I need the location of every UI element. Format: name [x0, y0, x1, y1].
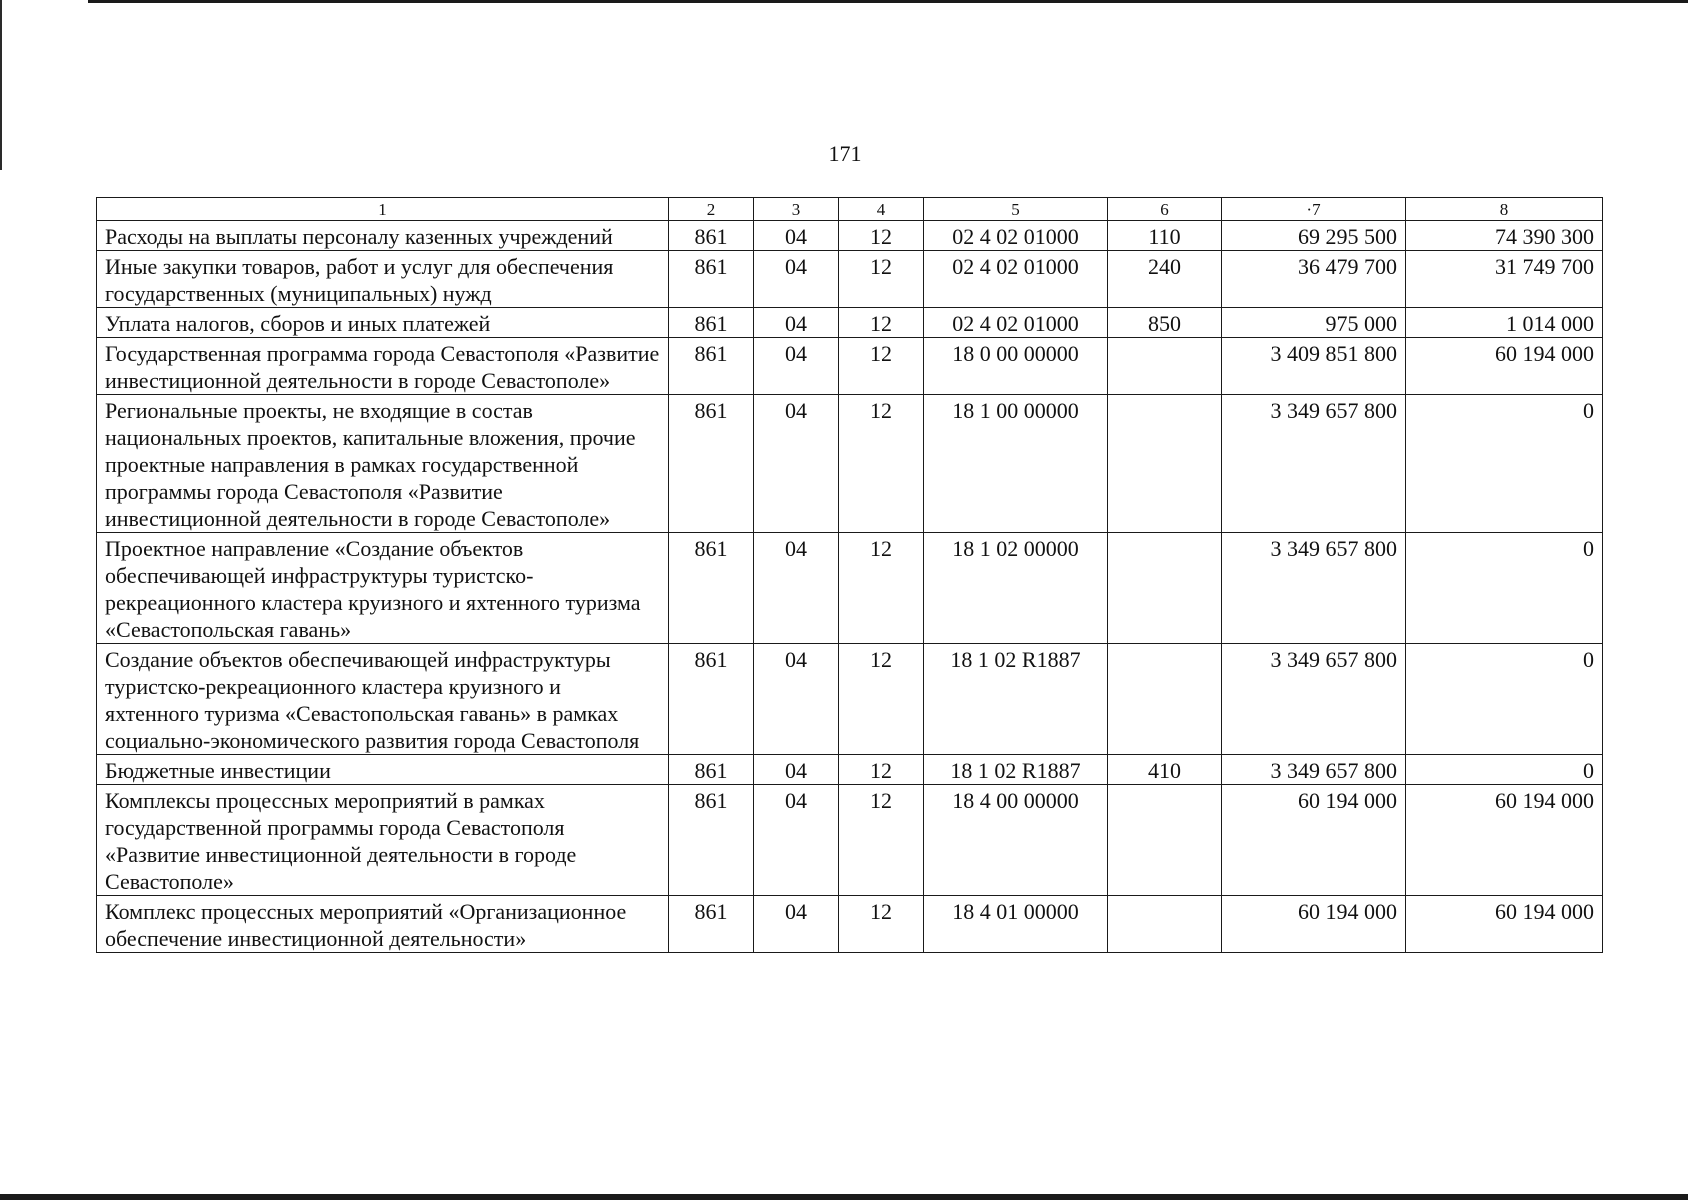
section-code: 04 [754, 755, 839, 785]
expense-type-code: 240 [1108, 251, 1222, 308]
row-name: Уплата налогов, сборов и иных платежей [97, 308, 669, 338]
subsection-code: 12 [839, 533, 924, 644]
target-article-code: 02 4 02 01000 [924, 251, 1108, 308]
scan-border-top [88, 0, 1688, 3]
ministry-code: 861 [669, 644, 754, 755]
column-header: 3 [754, 198, 839, 221]
target-article-code: 18 1 02 R1887 [924, 755, 1108, 785]
column-header: 2 [669, 198, 754, 221]
table-row [97, 896, 1603, 953]
ministry-code: 861 [669, 755, 754, 785]
expense-type-code [1108, 338, 1222, 395]
target-article-code: 18 1 02 R1887 [924, 644, 1108, 755]
column-header: 1 [97, 198, 669, 221]
amount-column-8: 31 749 700 [1406, 251, 1603, 308]
target-article-code: 18 1 02 00000 [924, 533, 1108, 644]
amount-column-7: 3 349 657 800 [1222, 755, 1406, 785]
section-code: 04 [754, 533, 839, 644]
table-row [97, 395, 1603, 533]
column-header: 6 [1108, 198, 1222, 221]
target-article-code: 02 4 02 01000 [924, 308, 1108, 338]
subsection-code: 12 [839, 221, 924, 251]
expense-type-code [1108, 785, 1222, 896]
section-code: 04 [754, 221, 839, 251]
column-header: 4 [839, 198, 924, 221]
budget-table [96, 197, 1603, 953]
table-row [97, 338, 1603, 395]
scan-border-bottom [0, 1194, 1688, 1200]
amount-column-8: 0 [1406, 644, 1603, 755]
table-row [97, 308, 1603, 338]
expense-type-code [1108, 896, 1222, 953]
expense-type-code [1108, 533, 1222, 644]
section-code: 04 [754, 644, 839, 755]
subsection-code: 12 [839, 755, 924, 785]
scan-border-left [0, 0, 2, 170]
expense-type-code [1108, 644, 1222, 755]
row-name: Региональные проекты, не входящие в состав национальных проектов, капитальные вложения, прочие проектные направления в рамках государственной программы города Севастополя «Развитие инвестиционной деятельности в городе Севастополе» [97, 395, 669, 533]
row-name: Государственная программа города Севастополя «Развитие инвестиционной деятельности в городе Севастополе» [97, 338, 669, 395]
row-name: Комплексы процессных мероприятий в рамках государственной программы города Севастополя «Развитие инвестиционной деятельности в городе Севастополе» [97, 785, 669, 896]
expense-type-code: 110 [1108, 221, 1222, 251]
amount-column-7: 3 349 657 800 [1222, 644, 1406, 755]
table-row [97, 644, 1603, 755]
amount-column-8: 60 194 000 [1406, 338, 1603, 395]
amount-column-7: 36 479 700 [1222, 251, 1406, 308]
target-article-code: 02 4 02 01000 [924, 221, 1108, 251]
amount-column-8: 0 [1406, 755, 1603, 785]
subsection-code: 12 [839, 308, 924, 338]
amount-column-8: 0 [1406, 533, 1603, 644]
row-name: Проектное направление «Создание объектов обеспечивающей инфраструктуры туристско-рекреационного кластера круизного и яхтенного туризма «Севастопольская гавань» [97, 533, 669, 644]
table-header-row [97, 198, 1603, 221]
subsection-code: 12 [839, 644, 924, 755]
table-row [97, 221, 1603, 251]
ministry-code: 861 [669, 251, 754, 308]
ministry-code: 861 [669, 896, 754, 953]
column-header: 8 [1406, 198, 1603, 221]
amount-column-7: 69 295 500 [1222, 221, 1406, 251]
ministry-code: 861 [669, 221, 754, 251]
section-code: 04 [754, 308, 839, 338]
row-name: Расходы на выплаты персоналу казенных учреждений [97, 221, 669, 251]
subsection-code: 12 [839, 896, 924, 953]
target-article-code: 18 1 00 00000 [924, 395, 1108, 533]
table-row [97, 785, 1603, 896]
table-row [97, 533, 1603, 644]
section-code: 04 [754, 896, 839, 953]
amount-column-8: 60 194 000 [1406, 896, 1603, 953]
amount-column-8: 74 390 300 [1406, 221, 1603, 251]
ministry-code: 861 [669, 395, 754, 533]
amount-column-7: 60 194 000 [1222, 896, 1406, 953]
row-name: Иные закупки товаров, работ и услуг для обеспечения государственных (муниципальных) нужд [97, 251, 669, 308]
amount-column-8: 1 014 000 [1406, 308, 1603, 338]
amount-column-7: 3 349 657 800 [1222, 395, 1406, 533]
subsection-code: 12 [839, 338, 924, 395]
expense-type-code: 410 [1108, 755, 1222, 785]
ministry-code: 861 [669, 785, 754, 896]
row-name: Комплекс процессных мероприятий «Организационное обеспечение инвестиционной деятельности» [97, 896, 669, 953]
ministry-code: 861 [669, 533, 754, 644]
table-row [97, 755, 1603, 785]
amount-column-7: 975 000 [1222, 308, 1406, 338]
subsection-code: 12 [839, 785, 924, 896]
amount-column-7: 3 349 657 800 [1222, 533, 1406, 644]
row-name: Создание объектов обеспечивающей инфраструктуры туристско-рекреационного кластера круизного и яхтенного туризма «Севастопольская гавань» в рамках социально-экономического развития города Севастополя [97, 644, 669, 755]
ministry-code: 861 [669, 308, 754, 338]
ministry-code: 861 [669, 338, 754, 395]
expense-type-code: 850 [1108, 308, 1222, 338]
section-code: 04 [754, 785, 839, 896]
column-header: 5 [924, 198, 1108, 221]
amount-column-7: 60 194 000 [1222, 785, 1406, 896]
amount-column-8: 0 [1406, 395, 1603, 533]
amount-column-8: 60 194 000 [1406, 785, 1603, 896]
expense-type-code [1108, 395, 1222, 533]
subsection-code: 12 [839, 395, 924, 533]
section-code: 04 [754, 395, 839, 533]
row-name: Бюджетные инвестиции [97, 755, 669, 785]
target-article-code: 18 0 00 00000 [924, 338, 1108, 395]
amount-column-7: 3 409 851 800 [1222, 338, 1406, 395]
table-row [97, 251, 1603, 308]
section-code: 04 [754, 338, 839, 395]
target-article-code: 18 4 01 00000 [924, 896, 1108, 953]
subsection-code: 12 [839, 251, 924, 308]
target-article-code: 18 4 00 00000 [924, 785, 1108, 896]
page-number: 171 [828, 141, 862, 166]
column-header: ·7 [1222, 198, 1406, 221]
section-code: 04 [754, 251, 839, 308]
